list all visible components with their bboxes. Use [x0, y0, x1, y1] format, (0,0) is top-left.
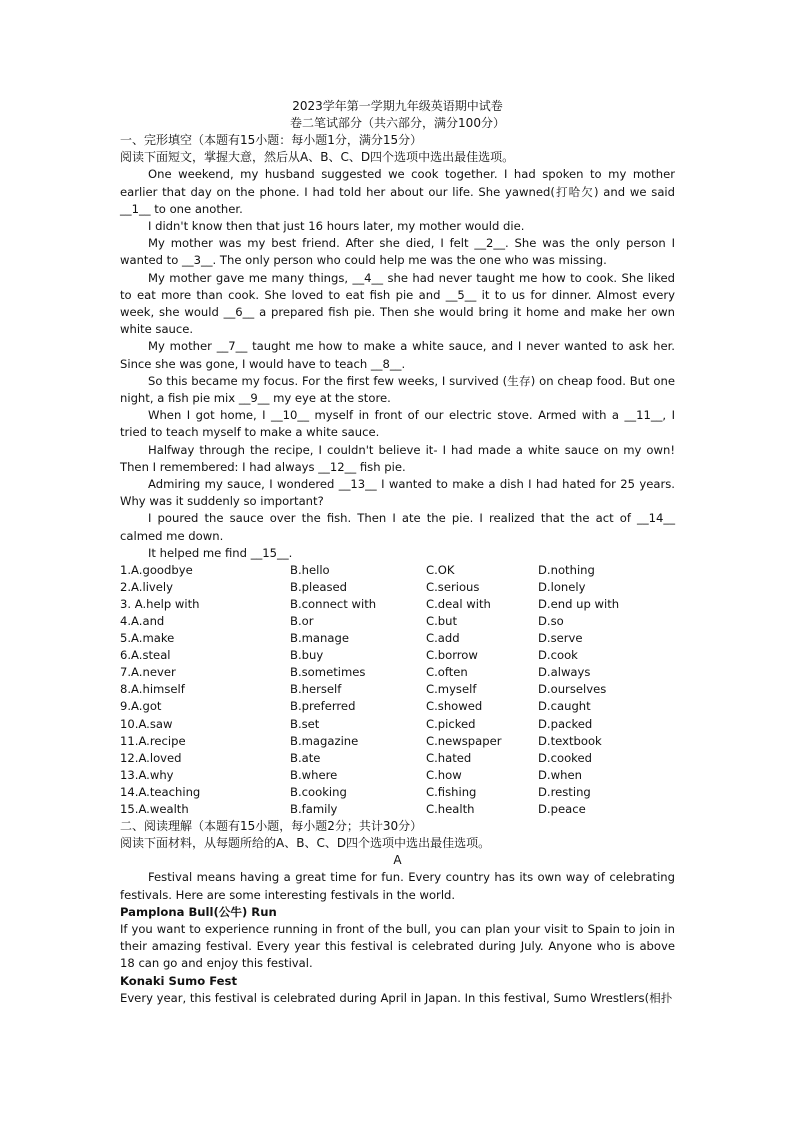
- section-2-instruction: 阅读下面材料，从每题所给的A、B、C、D四个选项中选出最佳选项。: [120, 835, 491, 850]
- option-b: B.ate: [290, 750, 321, 765]
- option-d: D.peace: [538, 801, 586, 816]
- option-c: C.borrow: [426, 648, 478, 663]
- option-a: 6.A.steal: [120, 648, 171, 663]
- option-d: D.lonely: [538, 580, 586, 595]
- option-d: D.always: [538, 665, 591, 680]
- option-c: C.how: [426, 767, 462, 782]
- option-b: B.where: [290, 767, 338, 782]
- option-a: 12.A.loved: [120, 750, 182, 765]
- option-row: [120, 801, 675, 818]
- option-a: 2.A.lively: [120, 580, 173, 595]
- option-row: [120, 613, 675, 630]
- option-row: [120, 630, 675, 647]
- option-c: C.picked: [426, 716, 476, 731]
- exam-subtitle: 卷二笔试部分（共六部分，满分100分）: [290, 116, 505, 130]
- passage-paragraph: My mother gave me many things, __4__ she had never taught me how to cook. She liked to eat more than cook. She loved to eat fish pie and __5__ it to us for dinner. Almost every week, she would __6__ a prepared fish pie. Then she would bring it home and make her own white sauce.: [120, 270, 675, 337]
- option-d: D.resting: [538, 784, 591, 799]
- passage-paragraph: I poured the sauce over the fish. Then I ate the pie. I realized that the act of __14__ calmed me down.: [120, 511, 675, 543]
- option-a: 3. A.help with: [120, 597, 200, 612]
- option-d: D.textbook: [538, 733, 602, 748]
- festival-text: If you want to experience running in front of the bull, you can plan your visit to Spain to join in their amazing festival. Every year this festival is celebrated during July. Anyone who is above 18 can go and enjoy this festival.: [120, 922, 675, 971]
- option-b: B.magazine: [290, 733, 359, 748]
- option-c: C.serious: [426, 580, 480, 595]
- option-d: D.end up with: [538, 597, 620, 612]
- option-a: 8.A.himself: [120, 682, 185, 697]
- option-row: [120, 681, 675, 698]
- passage-label: A: [393, 853, 402, 868]
- option-row: [120, 562, 675, 579]
- section-2-heading: 二、阅读理解（本题有15小题，每小题2分；共计30分）: [120, 818, 423, 833]
- option-b: B.pleased: [290, 580, 347, 595]
- option-b: B.family: [290, 801, 338, 816]
- option-row: [120, 647, 675, 664]
- option-a: 5.A.make: [120, 631, 175, 646]
- option-c: C.add: [426, 631, 460, 646]
- festival-text: Every year, this festival is celebrated during April in Japan. In this festival, Sumo Wrestlers(相扑: [120, 990, 673, 1005]
- option-b: B.hello: [290, 563, 330, 578]
- passage-paragraph: Halfway through the recipe, I couldn't believe it- I had made a white sauce on my own! Then I remembered: I had always __12__ fish pie.: [120, 442, 675, 474]
- passage-paragraph: So this became my focus. For the first few weeks, I survived (生存) on cheap food. But one night, a fish pie mix __9__ my eye at the store.: [120, 373, 675, 406]
- option-c: C.but: [426, 614, 458, 629]
- cloze-passage: [120, 166, 675, 562]
- option-b: B.set: [290, 716, 320, 731]
- option-d: D.serve: [538, 631, 583, 646]
- festival-title: Pamplona Bull(公牛) Run: [120, 904, 277, 919]
- option-d: D.packed: [538, 716, 593, 731]
- option-a: 10.A.saw: [120, 716, 173, 731]
- option-c: C.fishing: [426, 784, 477, 799]
- option-a: 14.A.teaching: [120, 784, 201, 799]
- option-row: [120, 767, 675, 784]
- passage-paragraph: Admiring my sauce, I wondered __13__ I wanted to make a dish I had hated for 25 years. Why was it suddenly so important?: [120, 477, 675, 509]
- option-b: B.preferred: [290, 699, 356, 714]
- option-c: C.showed: [426, 699, 483, 714]
- option-c: C.often: [426, 665, 468, 680]
- option-d: D.nothing: [538, 563, 595, 578]
- option-d: D.ourselves: [538, 682, 607, 697]
- option-row: [120, 698, 675, 715]
- option-c: C.health: [426, 801, 475, 816]
- option-b: B.connect with: [290, 597, 377, 612]
- section-1-instruction: 阅读下面短文，掌握大意，然后从A、B、C、D四个选项中选出最佳选项。: [120, 150, 515, 165]
- option-c: C.deal with: [426, 597, 491, 612]
- exam-title: 2023学年第一学期九年级英语期中试卷: [292, 99, 503, 113]
- option-row: [120, 784, 675, 801]
- option-row: [120, 733, 675, 750]
- option-a: 9.A.got: [120, 699, 162, 714]
- passage-paragraph: When I got home, I __10__ myself in front of our electric stove. Armed with a __11__, I tried to teach myself to make a white sauce.: [120, 408, 675, 440]
- option-b: B.or: [290, 614, 314, 629]
- option-a: 7.A.never: [120, 665, 176, 680]
- passage-paragraph: I didn't know then that just 16 hours later, my mother would die.: [148, 219, 525, 234]
- option-b: B.herself: [290, 682, 342, 697]
- option-d: D.cooked: [538, 750, 592, 765]
- exam-page: [120, 98, 675, 1007]
- option-d: D.cook: [538, 648, 578, 663]
- passage-paragraph: My mother was my best friend. After she died, I felt __2__. She was the only person I wanted to __3__. The only person who could help me was the one who was missing.: [120, 236, 675, 268]
- option-b: B.sometimes: [290, 665, 366, 680]
- option-b: B.buy: [290, 648, 324, 663]
- option-b: B.cooking: [290, 784, 347, 799]
- option-d: D.caught: [538, 699, 591, 714]
- option-a: 4.A.and: [120, 614, 165, 629]
- option-row: [120, 716, 675, 733]
- option-c: C.newspaper: [426, 733, 502, 748]
- section-1-heading: 一、完形填空（本题有15小题：每小题1分，满分15分）: [120, 133, 423, 147]
- option-a: 13.A.why: [120, 767, 174, 782]
- passage-paragraph: My mother __7__ taught me how to make a white sauce, and I never wanted to ask her. Since she was gone, I would have to teach __8__.: [120, 339, 675, 371]
- festival-title: Konaki Sumo Fest: [120, 973, 237, 988]
- passage-paragraph: It helped me find __15__.: [148, 545, 293, 560]
- option-row: [120, 579, 675, 596]
- option-a: 15.A.wealth: [120, 801, 189, 816]
- option-a: 1.A.goodbye: [120, 563, 193, 578]
- option-a: 11.A.recipe: [120, 733, 186, 748]
- option-c: C.hated: [426, 750, 472, 765]
- option-row: [120, 664, 675, 681]
- options-table: [120, 562, 675, 818]
- option-c: C.OK: [426, 563, 455, 578]
- passage-paragraph: One weekend, my husband suggested we cook together. I had spoken to my mother earlier that day on the phone. I had told her about our life. She yawned(打哈欠) and we said __1__ to one another.: [120, 167, 675, 216]
- reading-intro: Festival means having a great time for fun. Every country has its own way of celebrating festivals. Here are some interesting festivals in the world.: [120, 870, 675, 902]
- option-d: D.when: [538, 767, 582, 782]
- option-row: [120, 750, 675, 767]
- option-c: C.myself: [426, 682, 477, 697]
- option-b: B.manage: [290, 631, 349, 646]
- option-row: [120, 596, 675, 613]
- option-d: D.so: [538, 614, 564, 629]
